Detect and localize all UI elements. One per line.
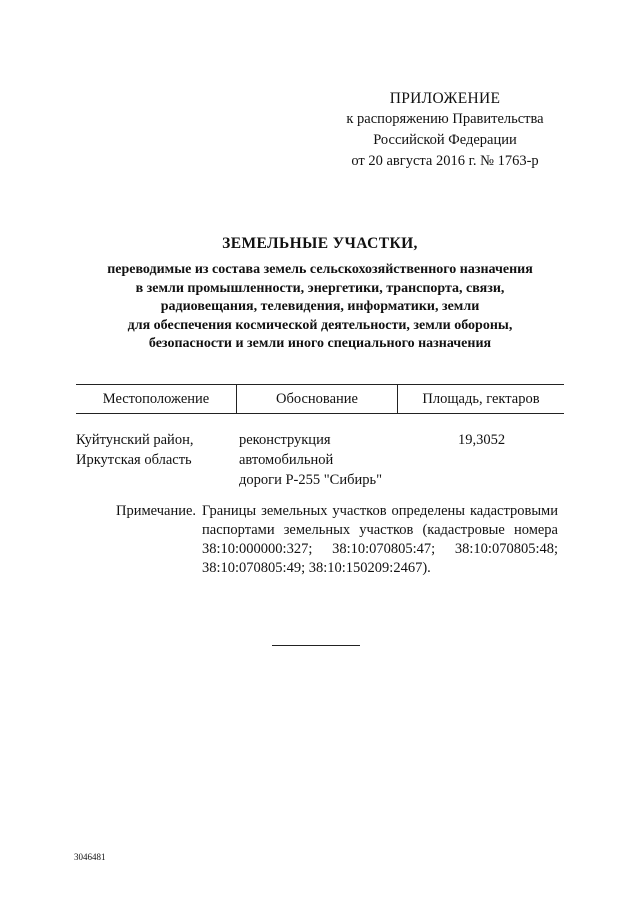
appendix-title: ПРИЛОЖЕНИЕ xyxy=(389,90,501,107)
column-header-location-label: Местоположение xyxy=(102,390,210,407)
cell-location-line: Иркутская область xyxy=(76,452,192,468)
end-divider xyxy=(272,645,360,646)
heading-subtitle-line: радиовещания, телевидения, информатики, земли xyxy=(160,299,480,314)
heading-subtitle-line: безопасности и земли иного специального назначения xyxy=(148,336,492,351)
cell-basis-line: реконструкция xyxy=(239,432,331,448)
heading-subtitle-line: переводимые из состава земель сельскохозяйственного назначения xyxy=(107,262,533,277)
cell-basis-line: автомобильной xyxy=(239,452,334,468)
appendix-line-1: к распоряжению Правительства xyxy=(346,111,544,127)
heading-subtitle xyxy=(60,261,580,354)
note-text: Границы земельных участков определены кадастровыми паспортами земельных участков (кадастровые номера 38:10:000000:327; 38:10:070805:47; 38:10:070805:48; 38:10:070805:49; 38:10:150209:2467). xyxy=(202,503,558,576)
cell-area: 19,3052 xyxy=(458,432,506,448)
appendix-line-2: Российской Федерации xyxy=(373,132,517,148)
column-header-basis-label: Обоснование xyxy=(276,390,358,407)
cell-basis-line: дороги Р-255 "Сибирь" xyxy=(239,472,382,488)
heading-subtitle-line: в земли промышленности, энергетики, транспорта, связи, xyxy=(135,280,505,296)
heading-title: ЗЕМЕЛЬНЫЕ УЧАСТКИ, xyxy=(222,235,418,252)
column-header-location xyxy=(76,385,237,413)
column-header-basis xyxy=(237,385,398,413)
parcels-table-header xyxy=(76,384,564,414)
cell-location xyxy=(76,430,236,470)
heading-subtitle-line: для обеспечения космической деятельности, земли обороны, xyxy=(127,317,513,333)
document-number: 3046481 xyxy=(74,852,106,862)
document-heading xyxy=(60,234,580,354)
appendix-block xyxy=(330,88,560,172)
appendix-line-3: от 20 августа 2016 г. № 1763-р xyxy=(351,153,539,169)
table-header-row xyxy=(76,385,564,413)
column-header-area: Площадь, гектаров xyxy=(422,390,540,407)
cell-basis xyxy=(239,430,399,490)
cell-location-line: Куйтунский район, xyxy=(76,432,194,448)
table-header-rule xyxy=(76,413,564,414)
note-label: Примечание. xyxy=(116,503,197,519)
